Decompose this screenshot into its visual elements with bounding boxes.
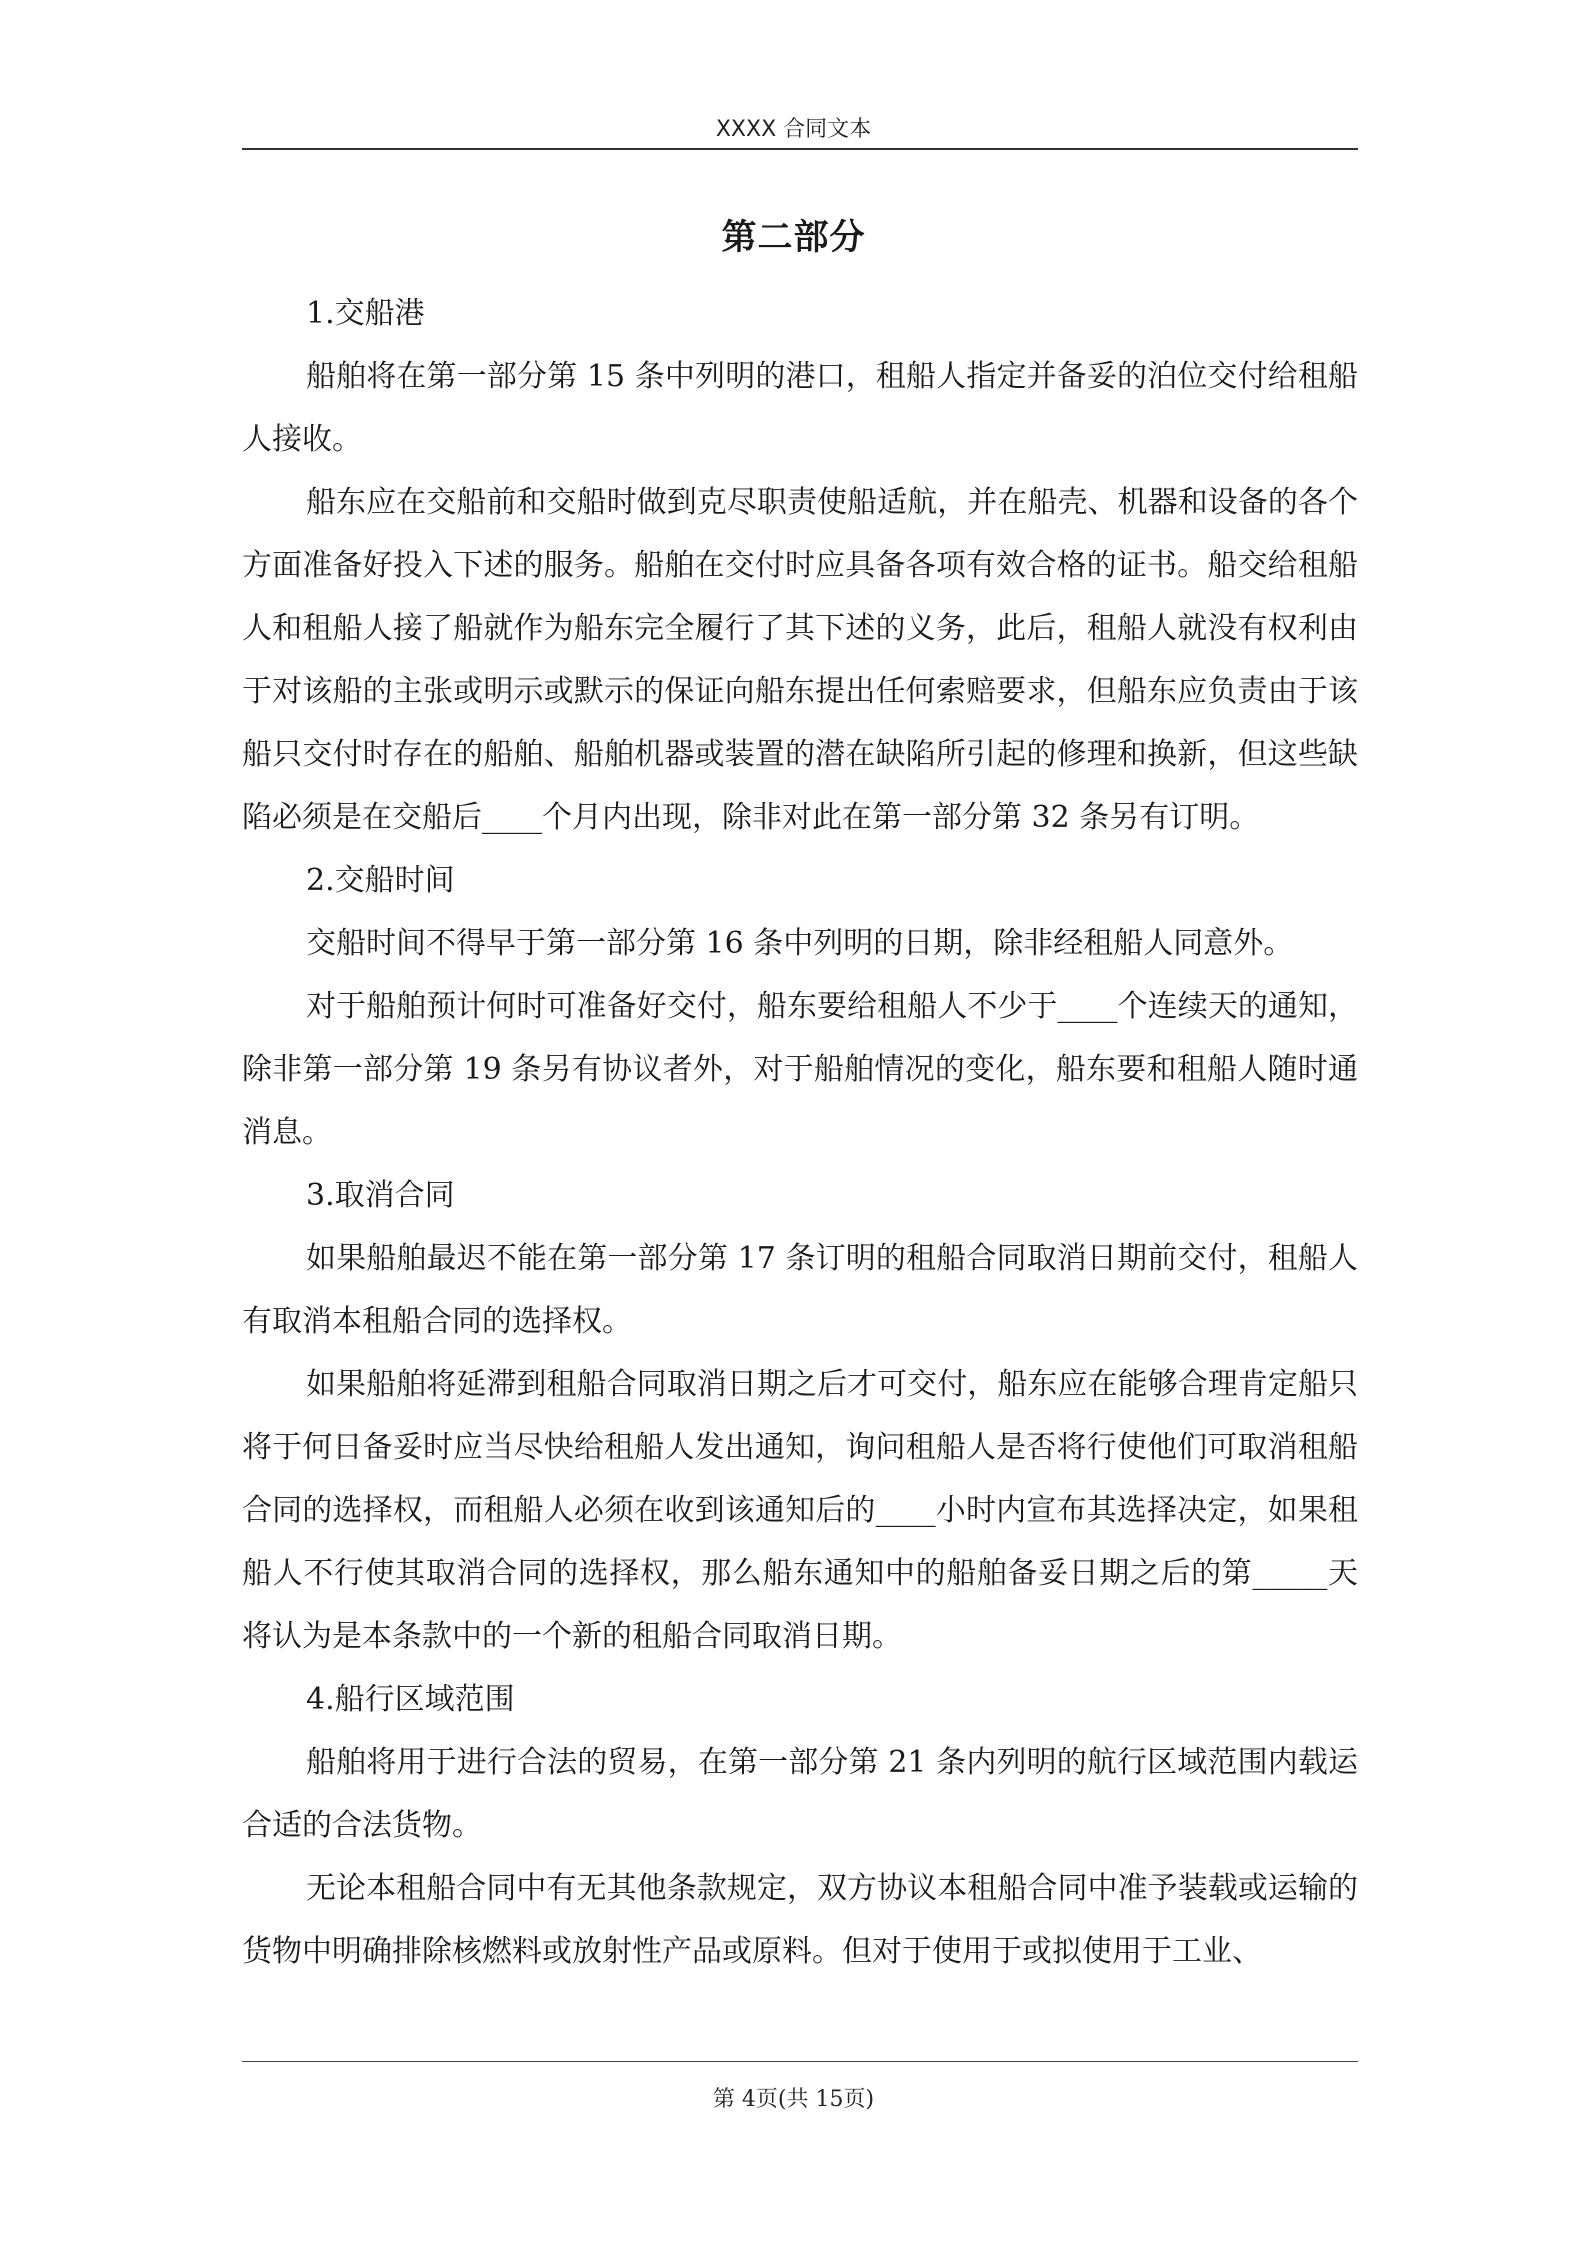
paragraph: 船舶将在第一部分第 15 条中列明的港口，租船人指定并备妥的泊位交付给租船人接收。 [242,359,1358,457]
clause-heading-delivery-port: 1.交船港 [306,296,425,331]
header-divider [242,148,1358,150]
footer-divider [242,2061,1358,2062]
clause-heading-cancellation: 3.取消合同 [306,1178,455,1213]
clause-heading-trading-limits: 4.船行区域范围 [306,1682,515,1717]
paragraph: 如果船舶将延滞到租船合同取消日期之后才可交付，船东应在能够合理肯定船只将于何日备妥时应当尽快给租船人发出通知，询问租船人是否将行使他们可取消租船合同的选择权，而租船人必须在收到该通知后的____小时内宣布其选择决定，如果租船人不行使其取消合同的选择权，那么船东通知中的船舶备妥日期之后的第_____天将认为是本条款中的一个新的租船合同取消日期。 [242,1367,1358,1654]
paragraph: 船东应在交船前和交船时做到克尽职责使船适航，并在船壳、机器和设备的各个方面准备好投入下述的服务。船舶在交付时应具备各项有效合格的证书。船交给租船人和租船人接了船就作为船东完全履行了其下述的义务，此后，租船人就没有权利由于对该船的主张或明示或默示的保证向船东提出任何索赔要求，但船东应负责由于该船只交付时存在的船舶、船舶机器或装置的潜在缺陷所引起的修理和换新，但这些缺陷必须是在交船后____个月内出现，除非对此在第一部分第 32 条另有订明。 [242,485,1358,835]
paragraph: 船舶将用于进行合法的贸易，在第一部分第 21 条内列明的航行区域范围内载运合适的合法货物。 [242,1745,1358,1843]
paragraph: 对于船舶预计何时可准备好交付，船东要给租船人不少于____个连续天的通知，除非第一部分第 19 条另有协议者外，对于船舶情况的变化，船东要和租船人随时通消息。 [242,989,1358,1150]
document-body [242,282,1358,1983]
section-title: 第二部分 [721,217,866,258]
paragraph: 无论本租船合同中有无其他条款规定，双方协议本租船合同中准予装载或运输的货物中明确排除核燃料或放射性产品或原料。但对于使用于或拟使用于工业、 [242,1871,1358,1969]
page-number: 第 4页(共 15页) [712,2087,875,2112]
paragraph: 如果船舶最迟不能在第一部分第 17 条订明的租船合同取消日期前交付，租船人有取消本租船合同的选择权。 [242,1241,1358,1339]
clause-heading-delivery-time: 2.交船时间 [306,863,455,898]
paragraph: 交船时间不得早于第一部分第 16 条中列明的日期，除非经租船人同意外。 [306,926,1294,961]
running-header: XXXX 合同文本 [715,117,872,142]
